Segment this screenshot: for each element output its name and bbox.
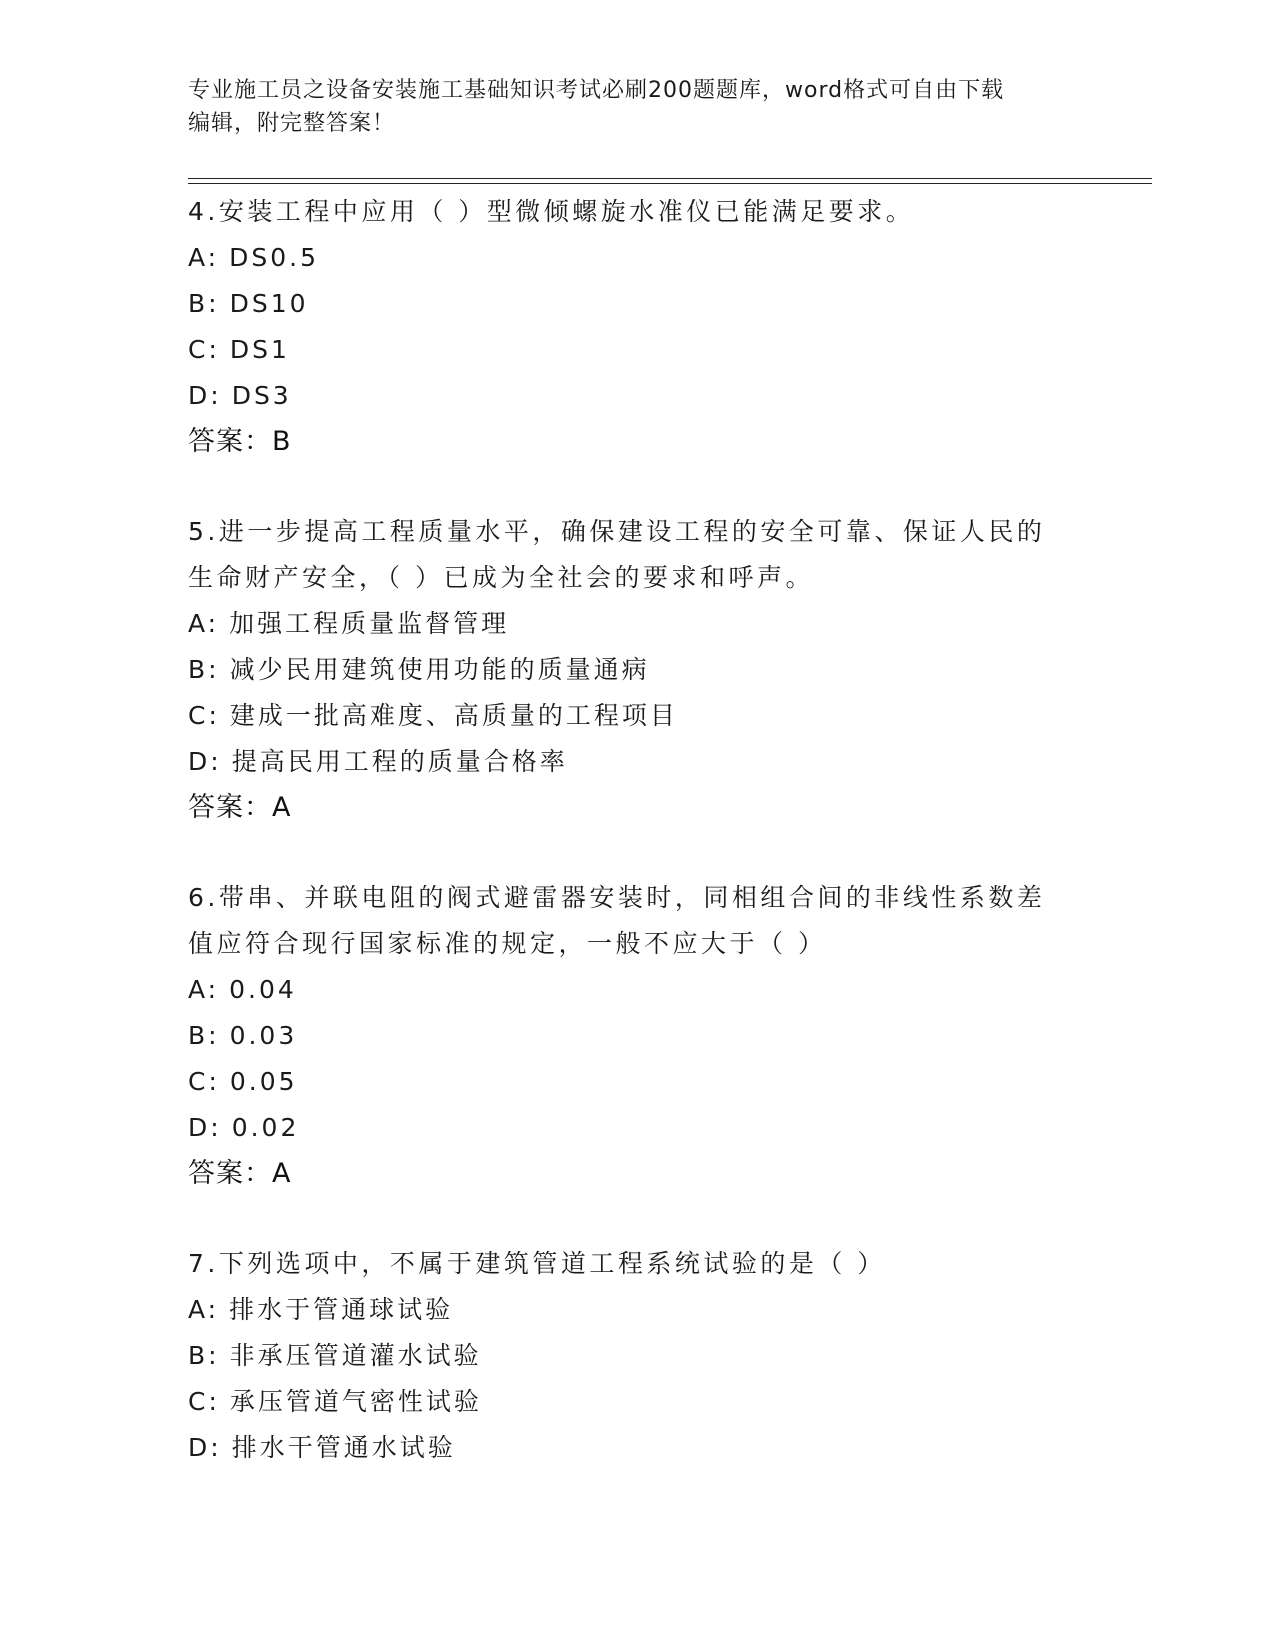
option-text: 加强工程质量监督管理 — [229, 609, 510, 638]
option-text: 0.02 — [231, 1113, 300, 1142]
document-header — [188, 74, 1088, 140]
option-b — [188, 647, 1088, 693]
option-a — [188, 1287, 1088, 1333]
question-list — [188, 189, 1088, 1515]
question-4 — [188, 189, 1088, 465]
question-7 — [188, 1241, 1088, 1471]
question-stem: 4.安装工程中应用（ ）型微倾螺旋水准仪已能满足要求。 — [188, 197, 915, 226]
option-c — [188, 1379, 1088, 1425]
option-letter: B: — [188, 655, 220, 684]
question-stem: 7.下列选项中，不属于建筑管道工程系统试验的是（ ） — [188, 1249, 886, 1278]
option-d — [188, 1105, 1088, 1151]
option-text: DS1 — [229, 335, 290, 364]
option-letter: C: — [188, 335, 220, 364]
option-b — [188, 1013, 1088, 1059]
option-letter: B: — [188, 289, 220, 318]
option-a — [188, 235, 1088, 281]
option-d — [188, 373, 1088, 419]
question-6 — [188, 875, 1088, 1197]
question-stem-line-2: 值应符合现行国家标准的规定，一般不应大于（ ） — [188, 929, 827, 958]
option-text: 0.04 — [229, 975, 297, 1004]
option-text: 0.05 — [229, 1067, 298, 1096]
option-text: DS10 — [229, 289, 309, 318]
option-letter: A: — [188, 243, 220, 272]
option-text: DS0.5 — [229, 243, 319, 272]
header-line-2: 编辑，附完整答案！ — [188, 111, 396, 136]
option-text: 0.03 — [229, 1021, 298, 1050]
option-c — [188, 1059, 1088, 1105]
answer-line: 答案：A — [188, 792, 292, 823]
option-a — [188, 967, 1088, 1013]
question-stem-line-1: 5.进一步提高工程质量水平，确保建设工程的安全可靠、保证人民的 — [188, 517, 1046, 546]
answer-line: 答案：A — [188, 1158, 292, 1189]
option-letter: D: — [188, 1433, 222, 1462]
header-divider-top — [188, 178, 1152, 179]
option-letter: D: — [188, 747, 222, 776]
header-divider-bottom — [188, 183, 1152, 184]
option-c — [188, 327, 1088, 373]
option-letter: D: — [188, 1113, 222, 1142]
question-stem-line-2: 生命财产安全，（ ）已成为全社会的要求和呼声。 — [188, 563, 814, 592]
option-text: 提高民用工程的质量合格率 — [231, 747, 568, 776]
option-text: 排水于管通球试验 — [229, 1295, 454, 1324]
option-letter: C: — [188, 701, 220, 730]
option-letter: B: — [188, 1341, 220, 1370]
option-text: 建成一批高难度、高质量的工程项目 — [229, 701, 678, 730]
option-text: 承压管道气密性试验 — [229, 1387, 482, 1416]
option-b — [188, 1333, 1088, 1379]
option-letter: A: — [188, 1295, 220, 1324]
option-text: 减少民用建筑使用功能的质量通病 — [229, 655, 650, 684]
option-b — [188, 281, 1088, 327]
option-text: DS3 — [231, 381, 292, 410]
option-text: 排水干管通水试验 — [231, 1433, 456, 1462]
option-letter: C: — [188, 1387, 220, 1416]
question-stem-line-1: 6.带串、并联电阻的阀式避雷器安装时，同相组合间的非线性系数差 — [188, 883, 1046, 912]
option-a — [188, 601, 1088, 647]
option-text: 非承压管道灌水试验 — [229, 1341, 482, 1370]
question-5 — [188, 509, 1088, 831]
option-letter: C: — [188, 1067, 220, 1096]
option-letter: D: — [188, 381, 222, 410]
header-line-1: 专业施工员之设备安装施工基础知识考试必刷200题题库，word格式可自由下载 — [188, 78, 1005, 103]
answer-line: 答案：B — [188, 426, 292, 457]
option-letter: A: — [188, 975, 220, 1004]
option-letter: B: — [188, 1021, 220, 1050]
option-d — [188, 739, 1088, 785]
option-c — [188, 693, 1088, 739]
option-d — [188, 1425, 1088, 1471]
option-letter: A: — [188, 609, 220, 638]
